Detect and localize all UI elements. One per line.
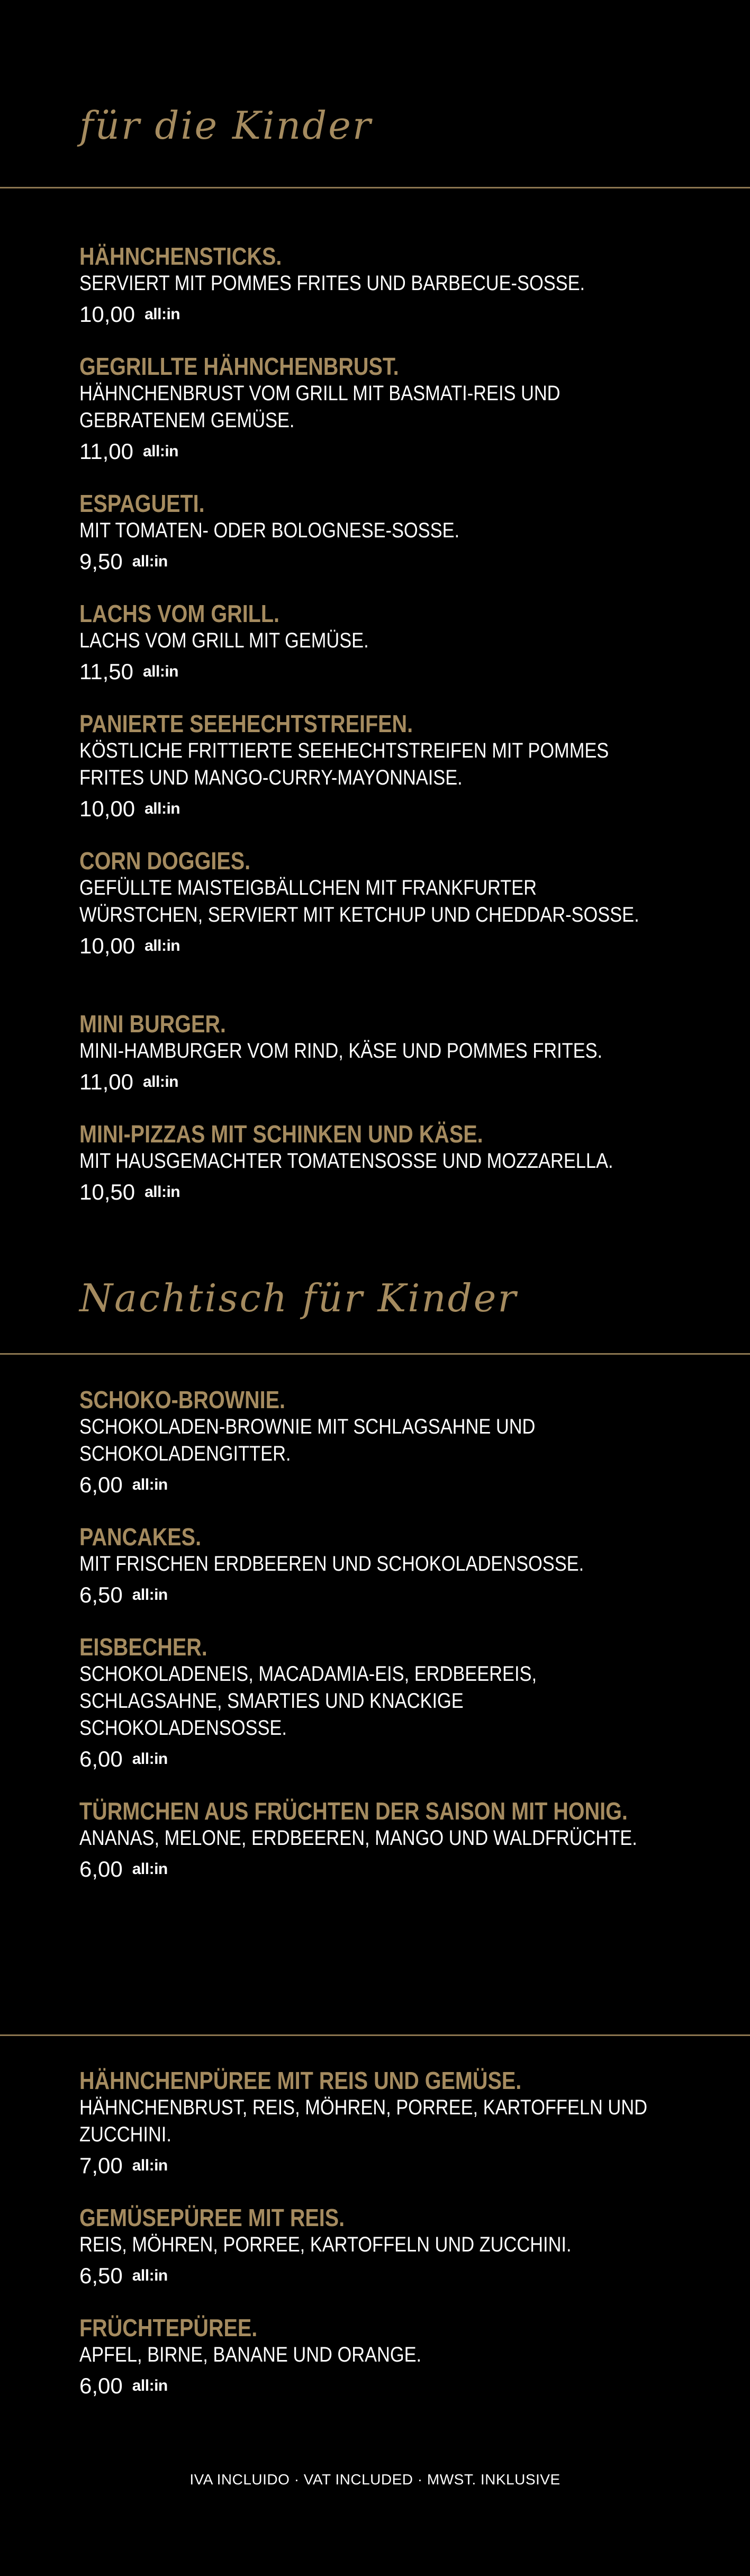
item-price: 10,00 xyxy=(79,302,135,327)
section-title-desserts: Nachtisch für Kinder xyxy=(79,1276,518,1320)
item-description: LACHS VOM GRILL MIT GEMÜSE. xyxy=(79,629,369,652)
item-description: APFEL, BIRNE, BANANE UND ORANGE. xyxy=(79,2343,422,2366)
section-divider-desserts xyxy=(0,1353,750,1355)
item-name: TÜRMCHEN AUS FRÜCHTEN DER SAISON MIT HONIG. xyxy=(79,1797,628,1825)
menu-item xyxy=(79,1120,662,1206)
item-description: MIT HAUSGEMACHTER TOMATENSOSSE UND MOZZARELLA. xyxy=(79,1149,613,1173)
item-price: 6,50 xyxy=(79,2263,123,2288)
all-in-logo-icon: all:in xyxy=(132,2267,168,2284)
all-in-logo-icon: all:in xyxy=(144,1183,180,1201)
item-description: MIT FRISCHEN ERDBEEREN UND SCHOKOLADENSOSSE. xyxy=(79,1552,584,1575)
item-description: SERVIERT MIT POMMES FRITES UND BARBECUE-SOSSE. xyxy=(79,272,585,295)
item-price: 6,00 xyxy=(79,1746,123,1771)
item-price: 6,50 xyxy=(79,1582,123,1607)
all-in-logo-icon: all:in xyxy=(132,1860,168,1878)
item-price-row xyxy=(79,1581,662,1609)
item-name: HÄHNCHENPÜREE MIT REIS UND GEMÜSE. xyxy=(79,2067,522,2094)
all-in-logo-icon: all:in xyxy=(143,1073,179,1091)
menu-item xyxy=(79,2314,662,2400)
item-name: LACHS VOM GRILL. xyxy=(79,600,280,627)
item-price-row xyxy=(79,1471,662,1499)
all-in-logo-icon: all:in xyxy=(143,443,179,460)
all-in-logo-icon: all:in xyxy=(144,800,180,817)
all-in-logo-icon: all:in xyxy=(132,1750,168,1768)
item-price-row xyxy=(79,547,662,576)
menu-item xyxy=(79,1797,662,1884)
item-name: CORN DOGGIES. xyxy=(79,847,251,875)
item-price: 11,00 xyxy=(79,439,133,464)
item-price: 6,00 xyxy=(79,2373,123,2398)
item-name: GEMÜSEPÜREE MIT REIS. xyxy=(79,2204,345,2231)
item-price-row xyxy=(79,1178,662,1206)
all-in-logo-icon: all:in xyxy=(132,2377,168,2394)
item-name: PANCAKES. xyxy=(79,1523,202,1551)
menu-item xyxy=(79,1523,662,1609)
item-description: MIT TOMATEN- ODER BOLOGNESE-SOSSE. xyxy=(79,519,460,542)
item-price: 6,00 xyxy=(79,1857,123,1881)
menu-item xyxy=(79,2067,662,2180)
footer-tax-note: IVA INCLUIDO · VAT INCLUDED · MWST. INKLUSIVE xyxy=(189,2471,561,2488)
menu-item xyxy=(79,1010,662,1096)
item-price-row xyxy=(79,2151,662,2180)
menu-item xyxy=(79,490,662,576)
menu-item xyxy=(79,710,662,823)
item-name: GEGRILLTE HÄHNCHENBRUST. xyxy=(79,353,399,380)
menu-item xyxy=(79,353,662,466)
item-price-row xyxy=(79,2262,662,2290)
item-description: GEFÜLLTE MAISTEIGBÄLLCHEN MIT FRANKFURTER WÜRSTCHEN, SERVIERT MIT KETCHUP UND CHEDDAR-SOSSE. xyxy=(79,876,639,926)
section-divider-kids xyxy=(0,187,750,188)
item-price-row xyxy=(79,795,662,823)
item-description: HÄHNCHENBRUST VOM GRILL MIT BASMATI-REIS UND GEBRATENEM GEMÜSE. xyxy=(79,382,561,432)
item-price-row xyxy=(79,1745,662,1773)
item-price: 7,00 xyxy=(79,2153,123,2178)
item-price-row xyxy=(79,657,662,686)
item-price-row xyxy=(79,300,662,329)
item-name: EISBECHER. xyxy=(79,1633,207,1661)
item-description: SCHOKOLADEN-BROWNIE MIT SCHLAGSAHNE UND SCHOKOLADENGITTER. xyxy=(79,1415,536,1465)
item-description: SCHOKOLADENEIS, MACADAMIA-EIS, ERDBEEREIS, SCHLAGSAHNE, SMARTIES UND KNACKIGE SCHOKOLADENSOSSE. xyxy=(79,1662,537,1740)
item-name: MINI BURGER. xyxy=(79,1010,226,1038)
all-in-logo-icon: all:in xyxy=(132,2157,168,2174)
item-description: ANANAS, MELONE, ERDBEEREN, MANGO UND WALDFRÜCHTE. xyxy=(79,1826,637,1850)
item-description: REIS, MÖHREN, PORREE, KARTOFFELN UND ZUCCHINI. xyxy=(79,2233,572,2256)
item-price: 10,00 xyxy=(79,796,135,821)
all-in-logo-icon: all:in xyxy=(132,1586,168,1604)
menu-item xyxy=(79,1633,662,1773)
item-price-row xyxy=(79,1068,662,1096)
menu-item xyxy=(79,242,662,329)
item-price-row xyxy=(79,932,662,960)
item-name: SCHOKO-BROWNIE. xyxy=(79,1386,286,1413)
item-price: 11,00 xyxy=(79,1069,133,1094)
item-description: HÄHNCHENBRUST, REIS, MÖHREN, PORREE, KARTOFFELN UND ZUCCHINI. xyxy=(79,2096,647,2146)
item-name: FRÜCHTEPÜREE. xyxy=(79,2314,258,2341)
all-in-logo-icon: all:in xyxy=(144,305,180,323)
all-in-logo-icon: all:in xyxy=(144,937,180,954)
item-name: PANIERTE SEEHECHTSTREIFEN. xyxy=(79,710,413,737)
item-name: MINI-PIZZAS MIT SCHINKEN UND KÄSE. xyxy=(79,1120,483,1148)
item-price: 10,00 xyxy=(79,933,135,958)
all-in-logo-icon: all:in xyxy=(143,663,179,680)
item-price-row xyxy=(79,2372,662,2400)
item-description: MINI-HAMBURGER VOM RIND, KÄSE UND POMMES FRITES. xyxy=(79,1039,603,1062)
menu-item xyxy=(79,1386,662,1499)
section-divider-purees xyxy=(0,2034,750,2036)
item-price: 10,50 xyxy=(79,1179,135,1204)
section-title-kids: für die Kinder xyxy=(79,103,373,148)
item-price-row xyxy=(79,1855,662,1884)
item-price-row xyxy=(79,437,662,466)
all-in-logo-icon: all:in xyxy=(132,553,168,570)
item-price: 6,00 xyxy=(79,1472,123,1497)
all-in-logo-icon: all:in xyxy=(132,1476,168,1493)
menu-item xyxy=(79,847,662,960)
item-name: HÄHNCHENSTICKS. xyxy=(79,242,282,270)
menu-item xyxy=(79,600,662,686)
menu-item xyxy=(79,2204,662,2290)
item-description: KÖSTLICHE FRITTIERTE SEEHECHTSTREIFEN MIT POMMES FRITES UND MANGO-CURRY-MAYONNAISE. xyxy=(79,739,609,789)
item-price: 11,50 xyxy=(79,659,133,684)
item-price: 9,50 xyxy=(79,549,123,574)
item-name: ESPAGUETI. xyxy=(79,490,205,517)
